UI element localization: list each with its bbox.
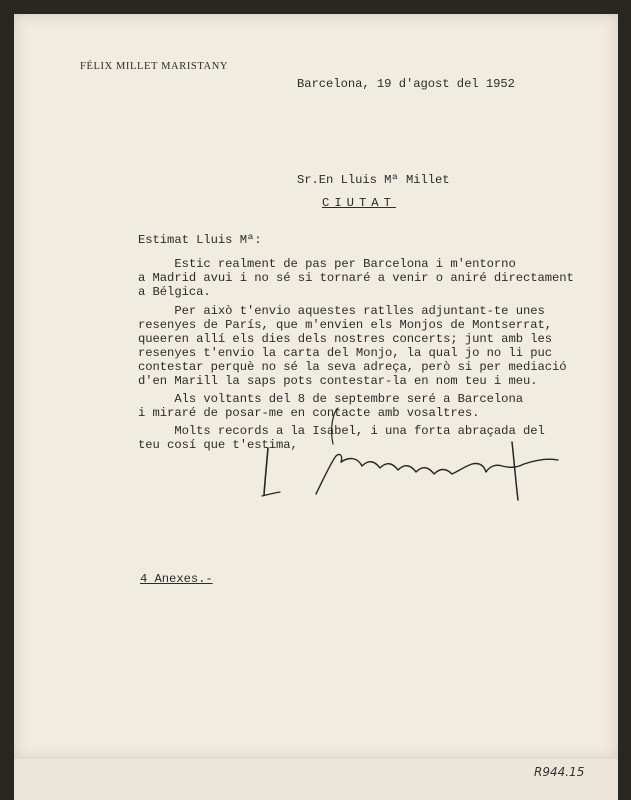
- letterhead: FÉLIX MILLET MARISTANY: [80, 61, 229, 72]
- paragraph-line: d'en Marill la saps pots contestar-la en nom teu i meu.: [138, 374, 538, 388]
- paragraph-line: teu cosí que t'estima,: [138, 438, 298, 452]
- paragraph-line: a Bélgica.: [138, 285, 211, 299]
- paragraph-line: contestar perquè no sé la seva adreça, però si per mediació: [138, 360, 567, 374]
- signature-stroke: [264, 448, 268, 495]
- paragraph-line: resenyes de París, que m'envien els Monjos de Montserrat,: [138, 318, 553, 332]
- paragraph-1: [138, 257, 598, 299]
- signature-stroke: [316, 454, 558, 494]
- archive-reference-mark: R944.15: [534, 765, 585, 779]
- handwritten-signature: [240, 400, 570, 510]
- recipient-city: CIUTAT: [322, 196, 396, 210]
- paper-backing: [14, 759, 618, 800]
- paragraph-line: Estic realment de pas per Barcelona i m'entorno: [138, 257, 516, 271]
- enclosures-note: 4 Anexes.-: [140, 572, 213, 586]
- paragraph-line: queeren allí els dies dels nostres concerts; junt amb les: [138, 332, 553, 346]
- signature-stroke: [512, 442, 518, 500]
- paragraph-line: Molts records a la Isabel, i una forta abraçada del: [138, 424, 545, 438]
- paragraph-line: a Madrid avui i no sé si tornaré a venir o aniré directament: [138, 271, 574, 285]
- paragraph-2: [138, 304, 598, 388]
- date-line: Barcelona, 19 d'agost del 1952: [297, 77, 515, 91]
- paragraph-line: Per això t'envio aquestes ratlles adjuntant-te unes: [138, 304, 545, 318]
- paragraph-line: i miraré de posar-me en contacte amb vosaltres.: [138, 406, 480, 420]
- paragraph-line: resenyes t'envio la carta del Monjo, la qual jo no li puc: [138, 346, 553, 360]
- signature-stroke: [332, 408, 338, 444]
- salutation: Estimat Lluis Mª:: [138, 233, 262, 247]
- recipient-name: Sr.En Lluis Mª Millet: [297, 173, 450, 187]
- paragraph-line: Als voltants del 8 de septembre seré a Barcelona: [138, 392, 523, 406]
